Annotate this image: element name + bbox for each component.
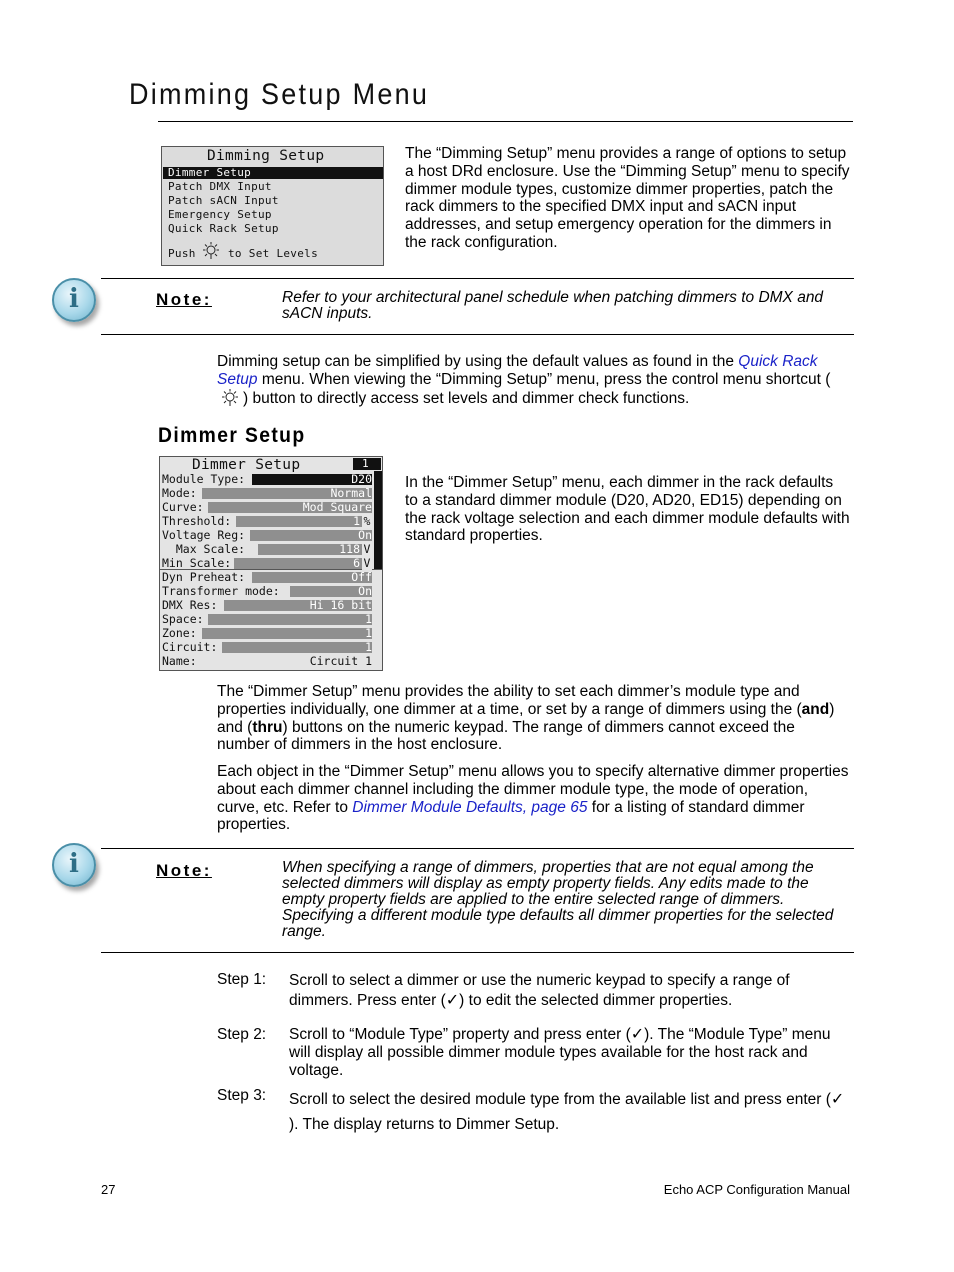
lcd2-row[interactable] [160,612,380,626]
lcd2-row[interactable] [160,654,380,668]
lcd-selected-item: Dimmer Setup [168,166,252,179]
lcd2-row-value: Normal [330,486,372,500]
lcd2-row[interactable] [160,500,380,514]
lcd2-row[interactable] [160,570,380,584]
lcd2-row-value: 1 [365,612,372,626]
lcd-item-patch-dmx: Patch DMX Input [168,180,272,193]
lcd2-row-field [236,516,372,527]
thru-key: thru [252,718,283,736]
lcd2-row-value: Circuit 1 [309,654,372,668]
para2-part2: menu. When viewing the “Dimming Setup” menu, press the control menu shortcut ( [257,370,831,388]
note1-text: Refer to your architectural panel schedule when patching dimmers to DMX and sACN inputs. [282,289,824,322]
manual-title: Echo ACP Configuration Manual [663,1182,850,1197]
note2-text: When specifying a range of dimmers, properties that are not equal among the selected dimmers will display as empty property fields. Any edits made to the empty property fields are applied to the entire selected range of dimmers. Specifying a different module type defaults all dimmer properties for the selected range. [282,859,834,940]
para4-part1: Each object in the “Dimmer Setup” menu allows you to specify alternative dimmer properties about each dimmer channel including the dimmer module type, the mode of operation, curve, etc. Refer to [217,763,849,816]
lcd2-row-value: 118 [339,542,360,556]
lcd2-row[interactable] [160,584,380,598]
lcd2-row[interactable] [160,640,380,654]
lcd-item-emergency: Emergency Setup [168,208,272,221]
lcd-item-patch-sacn: Patch sACN Input [168,194,279,207]
lcd2-row-value: Hi 16 bit [309,598,372,612]
lcd2-row[interactable] [160,514,380,528]
note1-label: Note: [156,290,212,309]
lcd2-row-unit: % [363,514,371,528]
step1-text-b: ) to edit the selected dimmer properties. [459,992,733,1009]
lcd2-row-label: Max Scale: [162,542,246,556]
lcd2-row-field [208,614,372,625]
range-paragraph [217,683,849,754]
step3-text [289,1087,849,1137]
lcd-item-quick-rack: Quick Rack Setup [168,222,279,235]
dimmer-setup-intro: In the “Dimmer Setup” menu, each dimmer in the rack defaults to a standard dimmer module (D20, AD20, ED15) depending on the rack voltage selection and each dimmer module defaults with standard properties. [405,474,850,545]
lcd2-row-value: 1 [353,514,360,528]
lcd2-row-label: Curve: [162,500,204,514]
lcd2-row-label: Dyn Preheat: [162,570,246,584]
step3-text-a: Scroll to select the desired module type from the available list and press enter ( [289,1091,831,1108]
lcd2-title: Dimmer Setup [192,457,301,473]
lcd2-row-field [222,642,372,653]
lcd2-row-field [202,628,372,639]
lcd2-row-label: Threshold: [162,514,232,528]
enter-check-icon: ✓ [630,1026,645,1043]
intro-paragraph: The “Dimming Setup” menu provides a range of options to setup a host DRd enclosure. Use the “Dimming Setup” menu to specify dimmer module types, customize dimmer properties, patch the rack dimmers to the specified DMX input and sACN input addresses, and setup emergency operation for the dimmers in the rack configuration. [405,145,850,251]
lcd-push-suffix: to Set Levels [228,247,318,260]
info-icon: i [52,278,96,322]
lcd2-row[interactable] [160,528,380,542]
para2-part1: Dimming setup can be simplified by using the default values as found in the [217,353,739,370]
step2-text-a: Scroll to “Module Type” property and press enter ( [289,1026,631,1043]
dimmer-setup-lcd [159,456,383,671]
lcd2-row-unit: V [363,542,371,556]
step1-label: Step 1: [217,971,267,988]
lcd2-row-value: Mod Square [302,500,372,514]
lcd2-row-value: 6 [353,556,360,570]
lcd-selected-row [163,167,383,179]
lcd2-row-value: Off [351,570,372,584]
para3-part3: ) buttons on the numeric keypad. The range of dimmers cannot exceed the number of dimmers in the host enclosure. [217,718,795,754]
lcd2-row[interactable] [160,472,380,486]
step2-label: Step 2: [217,1026,267,1043]
lcd2-row[interactable] [160,598,380,612]
lcd2-row-label: Min Scale: [162,556,232,570]
lcd2-row-label: Circuit: [162,640,218,654]
note2-label: Note: [156,861,212,880]
note1-top-rule [101,278,854,279]
lcd2-row-label: Voltage Reg: [162,528,246,542]
step3-label: Step 3: [217,1087,267,1104]
enter-check-icon: ✓ [445,992,460,1009]
lcd2-row[interactable] [160,542,380,556]
title-rule [158,121,853,122]
step1-text [289,971,849,1011]
lcd2-row-value: On [358,584,372,598]
dimming-setup-lcd [161,146,384,266]
lcd2-badge-value: 1 [362,457,369,470]
lcd2-row-label: Module Type: [162,472,246,486]
para3-part1: The “Dimmer Setup” menu provides the ability to set each dimmer’s module type and properties individually, one dimmer at a time, or set by a range of dimmers using the ( [217,683,802,718]
lcd2-row-label: Mode: [162,486,197,500]
para2-part3: ) button to directly access set levels and dimmer check functions. [243,389,690,407]
properties-paragraph [217,763,849,834]
lcd2-row[interactable] [160,486,380,500]
step1-text-a: Scroll to select a dimmer or use the numeric keypad to specify a range of dimmers. Press enter ( [289,972,790,1009]
lcd2-row-label: Transformer mode: [162,584,280,598]
set-levels-icon [217,389,243,407]
quick-rack-setup-link[interactable]: Quick Rack Setup [217,353,818,388]
lcd2-row-value: On [358,528,372,542]
lcd2-row-label: Zone: [162,626,197,640]
note1-bottom-rule [101,334,854,335]
lcd2-row-value: 1 [365,626,372,640]
para4-part2: for a listing of standard dimmer properties. [217,798,805,834]
quick-rack-paragraph [217,353,849,407]
step2-text-b: ). The “Module Type” menu will display all possible dimmer module types available for the host rack and voltage. [289,1026,831,1079]
section-title: Dimmer Setup [158,424,306,447]
step3-text-b: ). The display returns to Dimmer Setup. [289,1116,560,1133]
para3-part2: ) and ( [217,700,835,736]
lcd2-row-value: 1 [365,640,372,654]
lcd-push-prefix: Push [168,247,196,260]
set-levels-icon [200,242,222,260]
note2-bottom-rule [101,952,854,953]
and-key: and [801,700,830,718]
lcd2-row-label: DMX Res: [162,598,218,612]
lcd2-row-unit: V [363,556,371,570]
lcd2-row-value: D20 [351,472,372,486]
lcd2-row-label: Name: [162,654,197,668]
lcd-title: Dimming Setup [207,148,325,164]
page-number: 27 [101,1182,116,1197]
lcd2-row-field [250,530,372,541]
lcd2-row[interactable] [160,626,380,640]
page-title: Dimming Setup Menu [129,78,430,111]
lcd2-row-label: Space: [162,612,204,626]
lcd2-row-field [234,558,372,569]
lcd2-badge [353,458,381,470]
dimmer-module-defaults-link[interactable]: Dimmer Module Defaults, page 65 [352,798,588,816]
step2-text [289,1026,854,1079]
info-icon: i [52,843,96,887]
enter-check-icon: ✓ [830,1091,845,1108]
note2-top-rule [101,848,854,849]
lcd2-row[interactable] [160,556,380,570]
